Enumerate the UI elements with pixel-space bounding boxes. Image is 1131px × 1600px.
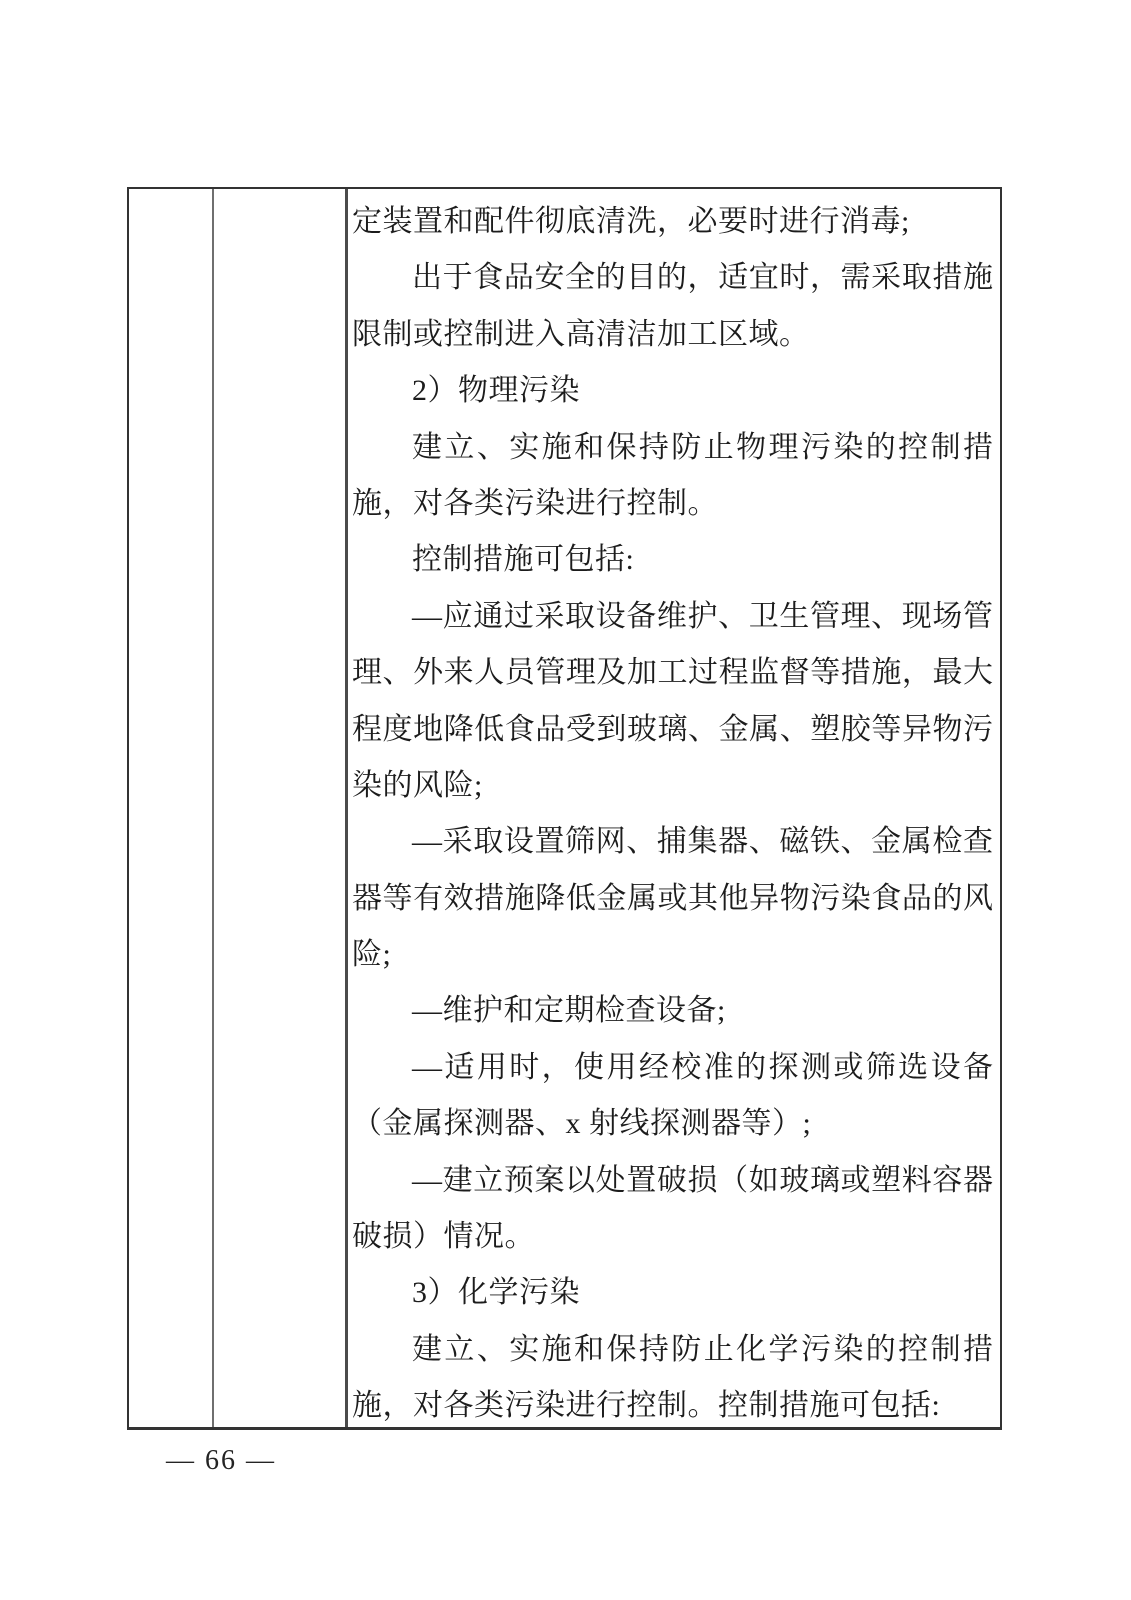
- text-line: 破损）情况。: [352, 1220, 535, 1254]
- text-line: 施，对各类污染进行控制。: [352, 486, 718, 520]
- text-line: 建立、实施和保持防止化学污染的控制措: [412, 1332, 993, 1366]
- table-cell-body-text: [348, 189, 1000, 1427]
- text-line: 3）化学污染: [412, 1276, 580, 1310]
- text-line: —适用时，使用经校准的探测或筛选设备: [412, 1050, 993, 1084]
- text-line: （金属探测器、x 射线探测器等）;: [352, 1107, 812, 1141]
- page-number: — 66 —: [166, 1445, 276, 1476]
- text-line: —采取设置筛网、捕集器、磁铁、金属检查: [412, 825, 993, 859]
- text-line: —维护和定期检查设备;: [412, 994, 726, 1028]
- text-line: 染的风险;: [352, 768, 483, 802]
- text-line: 施，对各类污染进行控制。控制措施可包括:: [352, 1389, 941, 1423]
- document-table: [127, 187, 1002, 1430]
- text-line: 出于食品安全的目的，适宜时，需采取措施: [412, 261, 993, 295]
- text-line: 程度地降低食品受到玻璃、金属、塑胶等异物污: [352, 712, 993, 746]
- text-line: —应通过采取设备维护、卫生管理、现场管: [412, 599, 993, 633]
- text-line: 建立、实施和保持防止物理污染的控制措: [412, 430, 993, 464]
- text-line: 理、外来人员管理及加工过程监督等措施，最大: [352, 656, 993, 690]
- text-line: 控制措施可包括:: [412, 543, 635, 577]
- text-line: 器等有效措施降低金属或其他异物污染食品的风: [352, 881, 993, 915]
- table-cell-middle-empty: [214, 189, 348, 1427]
- text-line: —建立预案以处置破损（如玻璃或塑料容器: [412, 1163, 993, 1197]
- text-line: 2）物理污染: [412, 374, 580, 408]
- table-cell-left-empty: [129, 189, 214, 1427]
- text-line: 定装置和配件彻底清洗，必要时进行消毒;: [352, 205, 910, 238]
- text-line: 限制或控制进入高清洁加工区域。: [352, 317, 810, 351]
- text-line: 险;: [352, 938, 392, 972]
